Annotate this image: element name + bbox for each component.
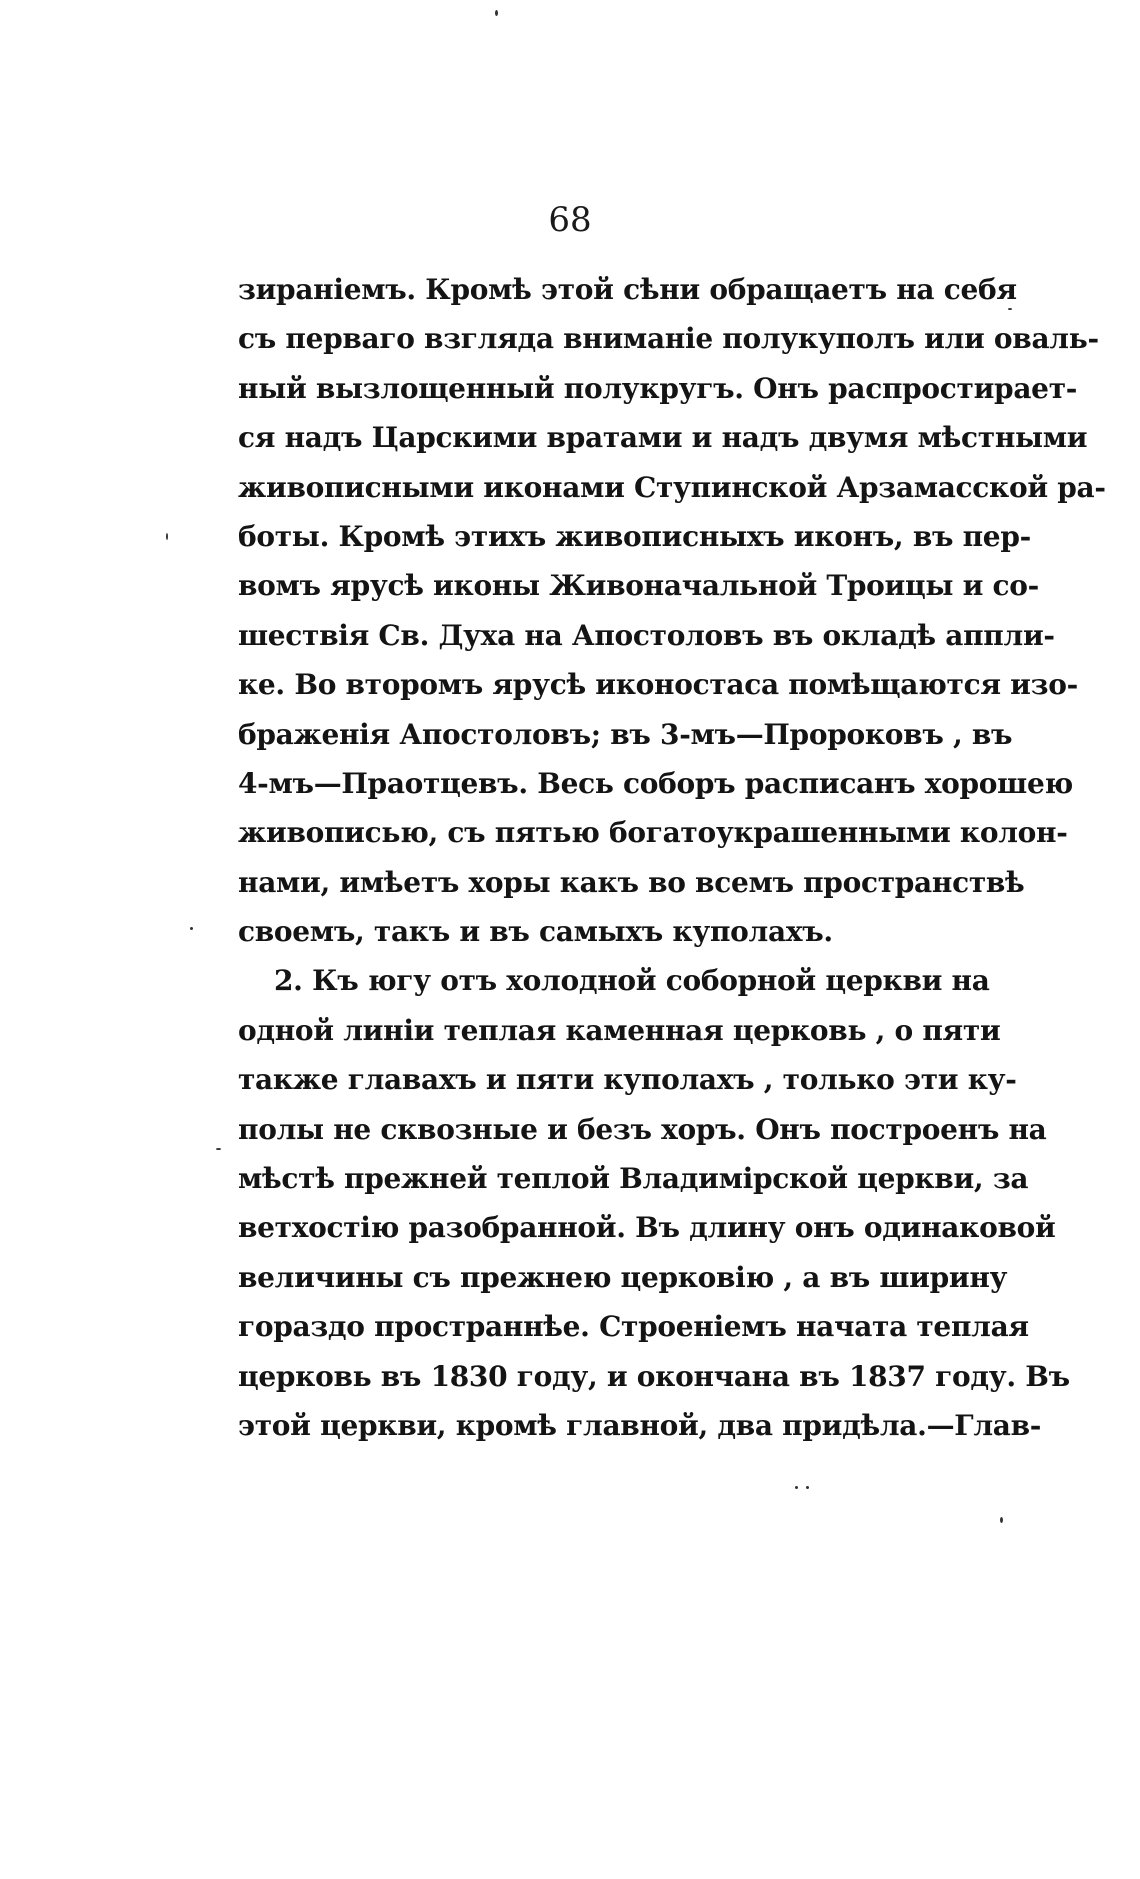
scan-speck (166, 533, 168, 540)
text-line: 4-мъ—Праотцевъ. Весь соборъ расписанъ хорошею (238, 766, 1073, 800)
scan-speck (1000, 1517, 1003, 1523)
body-text (238, 265, 1106, 1450)
text-line: гораздо пространнѣе. Строенiемъ начата теплая (238, 1310, 1029, 1344)
text-line: также главахъ и пяти куполахъ , только эти ку- (238, 1063, 1017, 1097)
text-line: нами, имѣетъ хоры какъ во всемъ пространствѣ (238, 865, 1025, 899)
text-line: боты. Кромѣ этихъ живописныхъ иконъ, въ пер- (238, 519, 1031, 553)
paragraph-end-line: своемъ, такъ и въ самыхъ куполахъ. (238, 915, 833, 949)
text-line: зиранiемъ. Кромѣ этой сѣни обращаетъ на себя (238, 273, 1017, 306)
text-line: этой церкви, кромѣ главной, два придѣла.—Глав- (238, 1408, 1042, 1442)
text-line: живописью, съ пятью богатоукрашенными колон- (238, 816, 1068, 850)
text-line: церковь въ 1830 году, и окончана въ 1837 году. Въ (238, 1359, 1070, 1393)
scan-speck (806, 1486, 809, 1489)
scan-speck (1008, 308, 1012, 310)
page-number: 68 (548, 200, 592, 240)
text-line: вомъ ярусѣ иконы Живоначальной Троицы и со- (238, 569, 1039, 603)
text-line: одной линiи теплая каменная церковь , о пяти (238, 1013, 1001, 1047)
text-line: браженiя Апостоловъ; въ 3-мъ—Пророковъ , въ (238, 717, 1013, 751)
scan-speck (495, 10, 498, 16)
scan-speck (795, 1486, 798, 1489)
text-line: ный вызлощенный полукругъ. Онъ распростирает- (238, 371, 1078, 405)
text-line: ке. Во второмъ ярусѣ иконостаса помѣщаются изо- (238, 668, 1078, 702)
text-line: величины съ прежнею церковiю , а въ ширину (238, 1260, 1008, 1294)
text-line: шествiя Св. Духа на Апостоловъ въ окладѣ аппли- (238, 618, 1055, 652)
scan-speck (190, 927, 193, 930)
text-line: живописными иконами Ступинской Арзамасской ра- (238, 470, 1106, 504)
text-line: полы не сквозные и безъ хоръ. Онъ построенъ на (238, 1112, 1047, 1146)
text-line: ся надъ Царскими вратами и надъ двумя мѣстными (238, 421, 1088, 455)
text-line: съ перваго взгляда вниманiе полукуполъ или оваль- (238, 322, 1099, 356)
text-line: мѣстѣ прежней теплой Владимiрской церкви, за (238, 1162, 1029, 1196)
scan-speck (216, 1148, 221, 1150)
paragraph-start-line: 2. Къ югу отъ холодной соборной церкви на (274, 964, 990, 998)
text-line: ветхостiю разобранной. Въ длину онъ одинаковой (238, 1211, 1056, 1245)
